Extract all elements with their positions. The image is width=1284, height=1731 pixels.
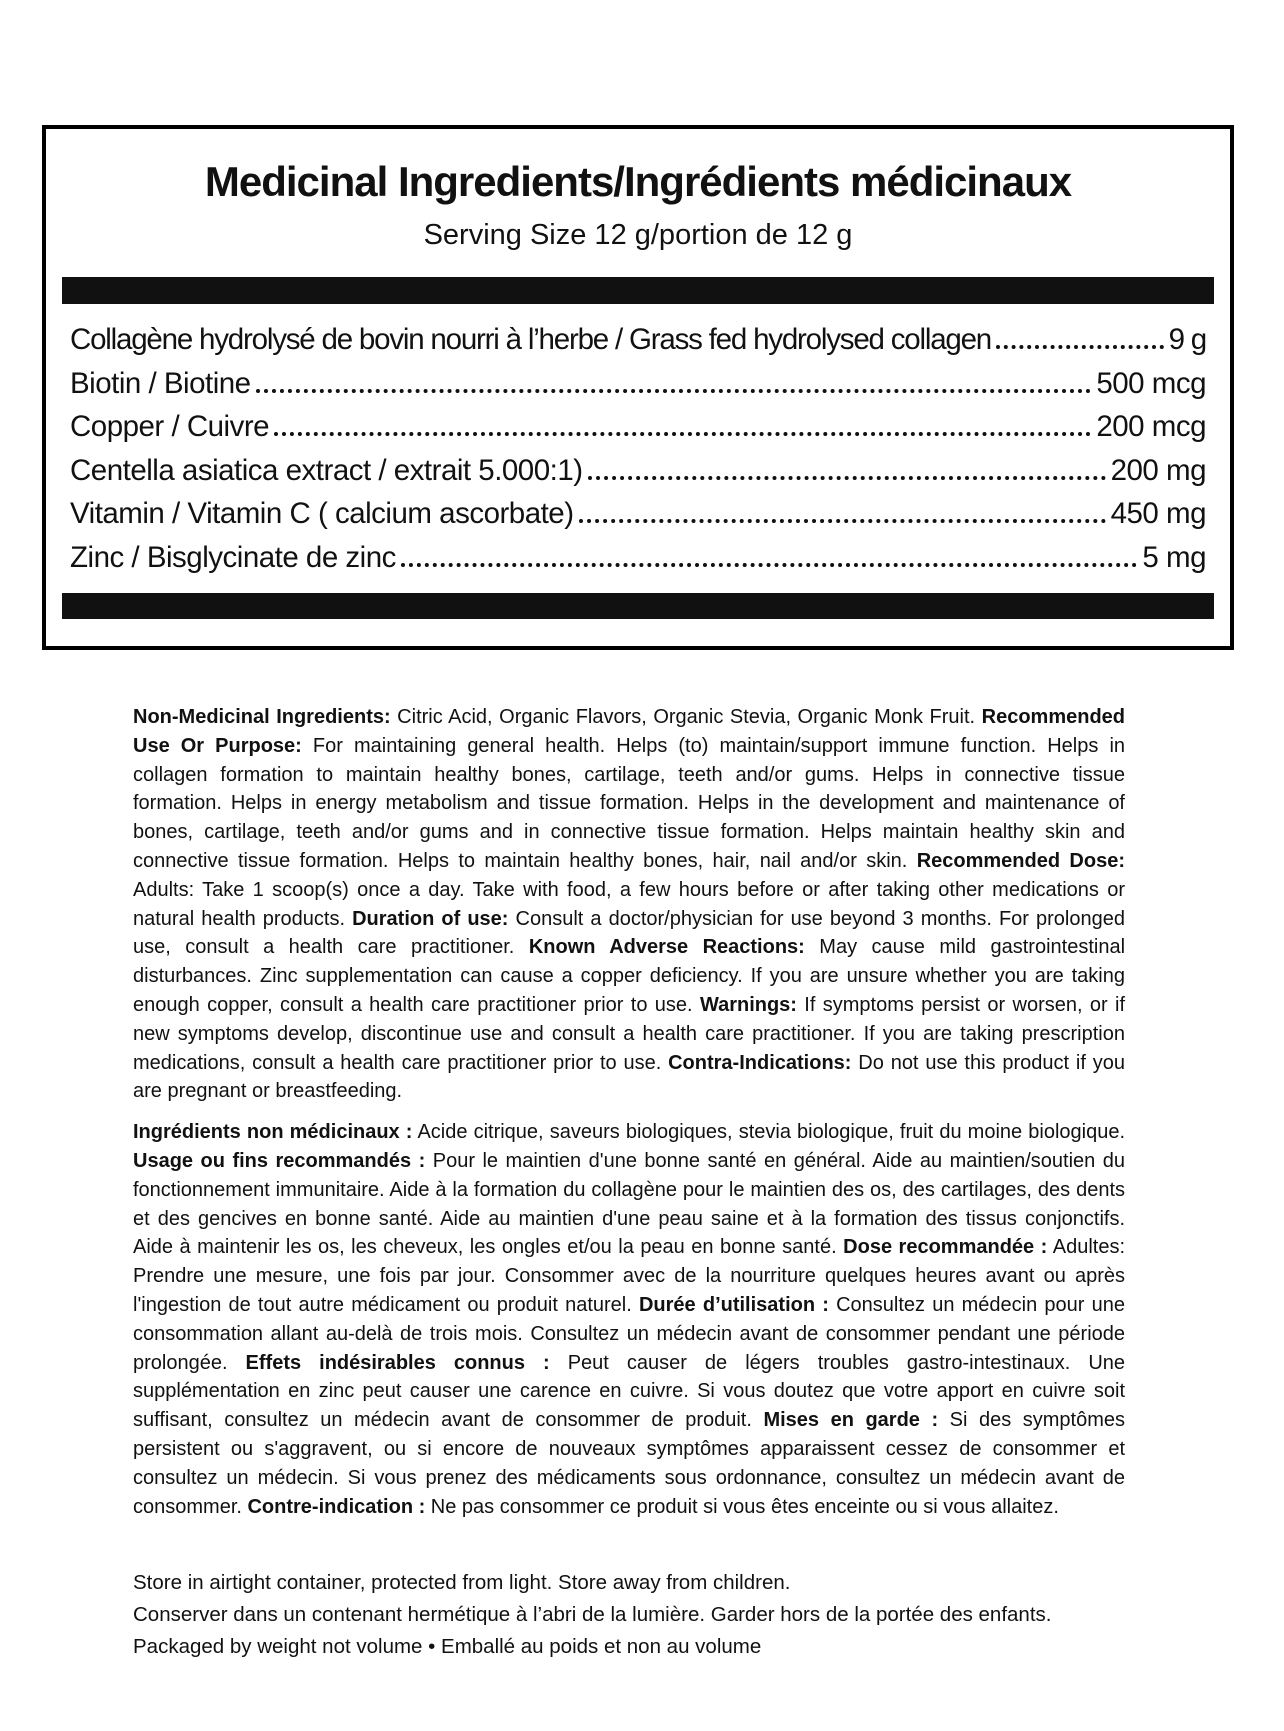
label-recommended-use: Recommended Use Or Purpose: [133,706,1125,757]
label-duration-of-use: Duration of use: [352,907,509,930]
text-run: Consultez un médecin pour une consommation allant au-delà de trois mois. Consultez un médecin avant de consommer pendant une période prolongée. [133,1293,1125,1374]
text-run: Citric Acid, Organic Flavors, Organic Stevia, Organic Monk Fruit. [390,706,982,728]
serving-size: Serving Size 12 g/portion de 12 g [423,219,853,251]
dotted-leader [579,519,1106,523]
text-run: For maintaining general health. Helps (to) maintain/support immune function. Helps in collagen formation to maintain healthy bones, cartilage, teeth and/or gums. Helps in connective tissue formation. Helps in energy metabolism and tissue formation. Helps in the development and maintenance of bones, cartilage, teeth and/or gums and in connective tissue formation. Helps maintain healthy skin and connective tissue formation. Helps to maintain healthy bones, hair, nail and/or skin. [133,734,1126,872]
info-text-column [133,703,1125,1663]
ingredient-name: Collagène hydrolysé de bovin nourri à l’herbe / Grass fed hydrolysed collagen [70,323,992,356]
label-contra-indications: Contra-Indications: [668,1051,852,1074]
ingredient-row [70,318,1206,362]
text-run: Adults: Take 1 scoop(s) once a day. Take with food, a few hours before or after taking other medications or natural health products. [133,878,1125,930]
ingredient-row [70,449,1206,493]
ingredient-name: Zinc / Bisglycinate de zinc [70,540,396,574]
text-run: If symptoms persist or worsen, or if new symptoms develop, discontinue use and consult a health care practitioner. If you are taking prescription medications, consult a health care practitioner prior to use. [133,993,1125,1074]
text-run: Ne pas consommer ce produit si vous êtes enceinte ou si vous allaitez. [425,1495,1059,1518]
ingredient-row [70,536,1206,580]
text-run: Do not use this product if you are pregnant or breastfeeding. [133,1051,1125,1103]
ingredient-row [70,362,1206,406]
ingredient-name: Vitamin / Vitamin C ( calcium ascorbate) [70,497,574,530]
label-recommended-dose: Recommended Dose: [916,849,1125,872]
dotted-leader [274,432,1091,436]
ingredient-amount: 200 mcg [1096,410,1206,443]
ingredient-row [70,492,1206,536]
text-run: Adultes: Prendre une mesure, une fois par jour. Consommer avec de la nourriture quelques heures avant ou après l'ingestion de tout autre médicament ou produit naturel. [133,1236,1126,1316]
paragraph-french [133,1118,1125,1521]
ingredient-amount: 9 g [1168,323,1206,356]
label-dose-recommandee: Dose recommandée : [843,1236,1048,1259]
storage-note-french: Conserver dans un contenant hermétique à l’abri de la lumière. Garder hors de la portée des enfants. [133,1603,1052,1627]
storage-note-english: Store in airtight container, protected from light. Store away from children. [133,1571,791,1595]
divider-bar-top [62,277,1214,304]
label-effets-indesirables: Effets indésirables connus : [245,1351,550,1374]
label-non-medicinal-ingredients: Non-Medicinal Ingredients: [133,706,391,728]
ingredient-name: Copper / Cuivre [70,410,270,443]
ingredient-name: Biotin / Biotine [70,366,251,400]
dotted-leader [256,389,1092,393]
ingredient-amount: 450 mg [1110,497,1206,530]
text-run: Acide citrique, saveurs biologiques, stevia biologique, fruit du moine biologique. [412,1121,1125,1144]
label-contre-indication: Contre-indication : [247,1495,426,1518]
ingredient-amount: 200 mg [1110,453,1206,487]
paragraph-english [133,703,1125,1106]
ingredient-amount: 500 mcg [1096,366,1206,400]
text-run: Peut causer de légers troubles gastro-intestinaux. Une supplémentation en zinc peut causer une carence en cuivre. Si vous doutez que votre apport en cuivre soit suffisant, consultez un médecin avant de consommer de produit. [133,1351,1126,1432]
label-mises-en-garde: Mises en garde : [763,1409,939,1432]
ingredient-amount: 5 mg [1142,540,1206,574]
ingredient-name: Centella asiatica extract / extrait 5.000:1) [70,453,583,487]
label-warnings: Warnings: [699,993,797,1016]
text-run: May cause mild gastrointestinal disturbances. Zinc supplementation can cause a copper deficiency. If you are unsure whether you are taking enough copper, consult a health care practitioner prior to use. [133,936,1126,1016]
storage-notes [133,1567,1125,1663]
label-usage-ou-fins: Usage ou fins recommandés : [133,1149,426,1172]
dotted-leader [996,345,1164,349]
label-ingredients-non-medicinaux: Ingrédients non médicinaux : [133,1121,413,1144]
label-duree-utilisation: Durée d’utilisation : [638,1293,829,1316]
label-known-adverse-reactions: Known Adverse Reactions: [528,936,805,959]
text-run: Pour le maintien d'une bonne santé en général. Aide au maintien/soutien du fonctionnement immunitaire. Aide à la formation du collagène pour le maintien des os, des cartilages, des dents et des gencives en bonne santé. Aide au maintien d'une peau saine et à la formation des tissus conjonctifs. Aide à maintenir les os, les cheveux, les ongles et/ou la peau en bonne santé. [133,1149,1125,1259]
divider-bar-bottom [62,593,1214,619]
dotted-leader [588,476,1106,480]
text-run: Consult a doctor/physician for use beyond 3 months. For prolonged use, consult a health care practitioner. [133,907,1125,959]
panel-title: Medicinal Ingredients/Ingrédients médicinaux [204,158,1072,205]
packaged-by-weight-note: Packaged by weight not volume • Emballé au poids et non au volume [133,1635,762,1659]
ingredient-list [46,304,1230,579]
ingredient-row [70,405,1206,449]
medicinal-ingredients-panel [42,125,1234,650]
dotted-leader [401,563,1138,567]
text-run: Si des symptômes persistent ou s'aggravent, ou si encore de nouveaux symptômes apparaissent cessez de consommer et consultez un médecin. Si vous prenez des médicaments sous ordonnance, consultez un médecin avant de consommer. [133,1409,1126,1518]
